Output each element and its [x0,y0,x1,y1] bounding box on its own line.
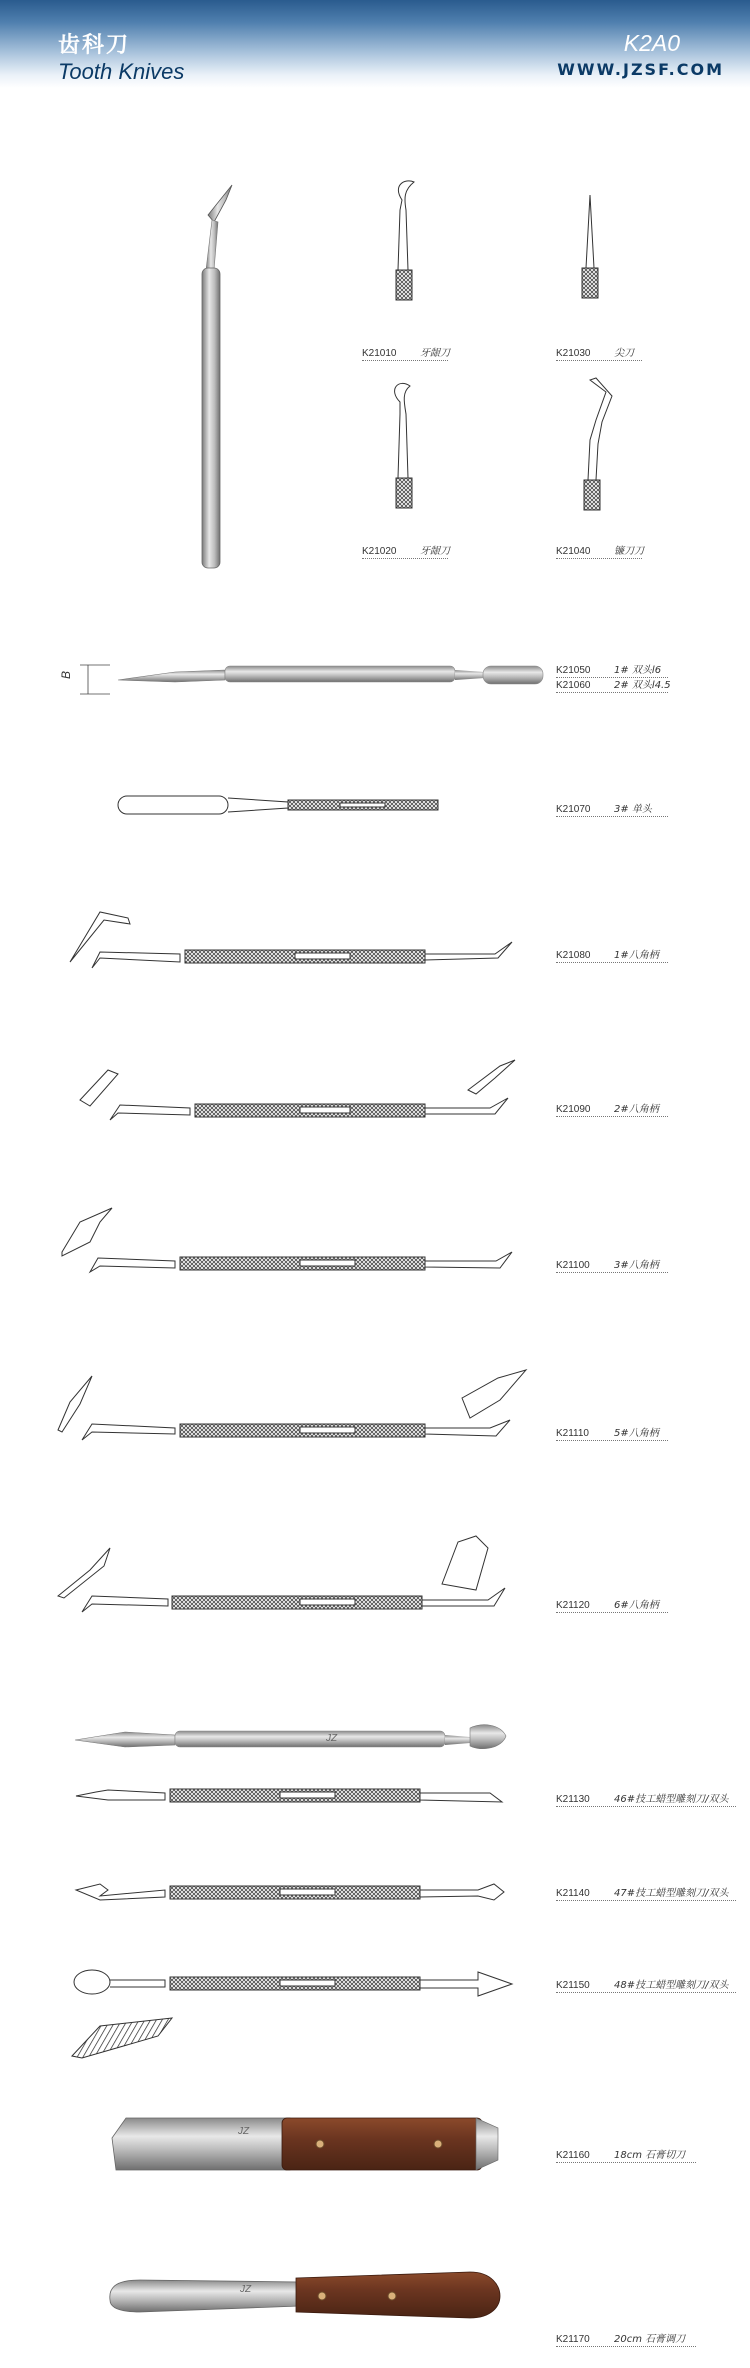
k21170-brand-mark: JZ [240,2284,252,2295]
k21040-drawing [584,378,612,510]
gingival-knife-photo [202,185,232,568]
k21030-drawing [582,195,598,298]
product-desc: 5#八角柄 [614,1428,659,1439]
product-label-k21150 [556,1976,736,1993]
k21120-drawing [58,1536,505,1612]
product-desc: 3# 单头 [614,804,652,815]
header-title-en: Tooth Knives [58,59,185,84]
product-code: K21160 [556,2150,590,2161]
k21010-drawing [396,181,414,300]
product-code: K21130 [556,1794,590,1805]
k21090-drawing [80,1060,515,1120]
dimension-label: B [59,670,74,680]
product-desc: 镰刀刀 [614,546,644,557]
product-label-k21130 [556,1790,736,1807]
product-label-k21010 [362,344,448,361]
product-code: K21080 [556,950,591,961]
k21130-brand-mark: JZ [326,1733,338,1744]
product-label-k21110 [556,1424,668,1441]
product-label-k21170 [556,2330,696,2347]
k21080-drawing [70,912,512,968]
k21160-brand-mark: JZ [238,2126,250,2137]
product-code: K21070 [556,804,591,815]
product-label-k21040 [556,542,642,559]
product-desc: 牙龈刀 [420,348,450,359]
product-code: K21150 [556,1980,590,1991]
product-code: K21140 [556,1888,590,1899]
header-website-link[interactable]: WWW.JZSF.COM [557,60,724,79]
product-code: K21050 [556,665,591,676]
product-desc: 尖刀 [614,348,634,359]
product-label-k21140 [556,1884,736,1901]
k21020-drawing [395,383,412,508]
product-label-k21160 [556,2146,696,2163]
product-code: K21060 [556,680,591,691]
product-desc: 1#八角柄 [614,950,659,961]
product-desc: 2# 双头l4.5 [614,680,671,691]
product-code: K21100 [556,1260,590,1271]
product-code: K21110 [556,1428,589,1439]
product-code: K21010 [362,348,397,359]
product-desc: 2#八角柄 [614,1104,659,1115]
product-desc: 46#技工蜡型雕刻刀/双头 [614,1794,729,1805]
product-desc: 牙龈刀 [420,546,450,557]
k21070-drawing [118,796,438,814]
double-spatula-photo [80,665,543,694]
product-label-k21090 [556,1100,668,1117]
k21150-drawing [72,1970,512,2058]
product-desc: 48#技工蜡型雕刻刀/双头 [614,1980,729,1991]
product-label-k21070 [556,800,668,817]
product-code: K21120 [556,1600,590,1611]
header-title-cn: 齿科刀 [58,33,131,58]
product-desc: 3#八角柄 [614,1260,659,1271]
k21130-drawing [76,1789,502,1802]
header-page-code: K2A0 [623,30,680,56]
product-label-k21020 [362,542,448,559]
product-label-k21060 [556,676,671,693]
k21140-drawing [76,1884,504,1900]
product-desc: 47#技工蜡型雕刻刀/双头 [614,1888,729,1899]
product-code: K21040 [556,546,591,557]
product-label-k21080 [556,946,668,963]
product-desc: 6#八角柄 [614,1600,659,1611]
product-desc: 1# 双头l6 [614,665,662,676]
product-code: K21020 [362,546,397,557]
product-desc: 18cm 石膏切刀 [614,2150,686,2161]
product-label-k21030 [556,344,642,361]
k21170-photo [110,2272,500,2318]
k21130-photo [75,1725,506,1749]
k21110-drawing [58,1370,526,1440]
product-label-k21100 [556,1256,668,1273]
product-label-k21120 [556,1596,668,1613]
product-desc: 20cm 石膏调刀 [614,2334,686,2345]
product-code: K21170 [556,2334,590,2345]
product-code: K21090 [556,1104,591,1115]
product-code: K21030 [556,348,591,359]
k21160-photo [112,2118,498,2170]
k21100-drawing [62,1208,512,1272]
